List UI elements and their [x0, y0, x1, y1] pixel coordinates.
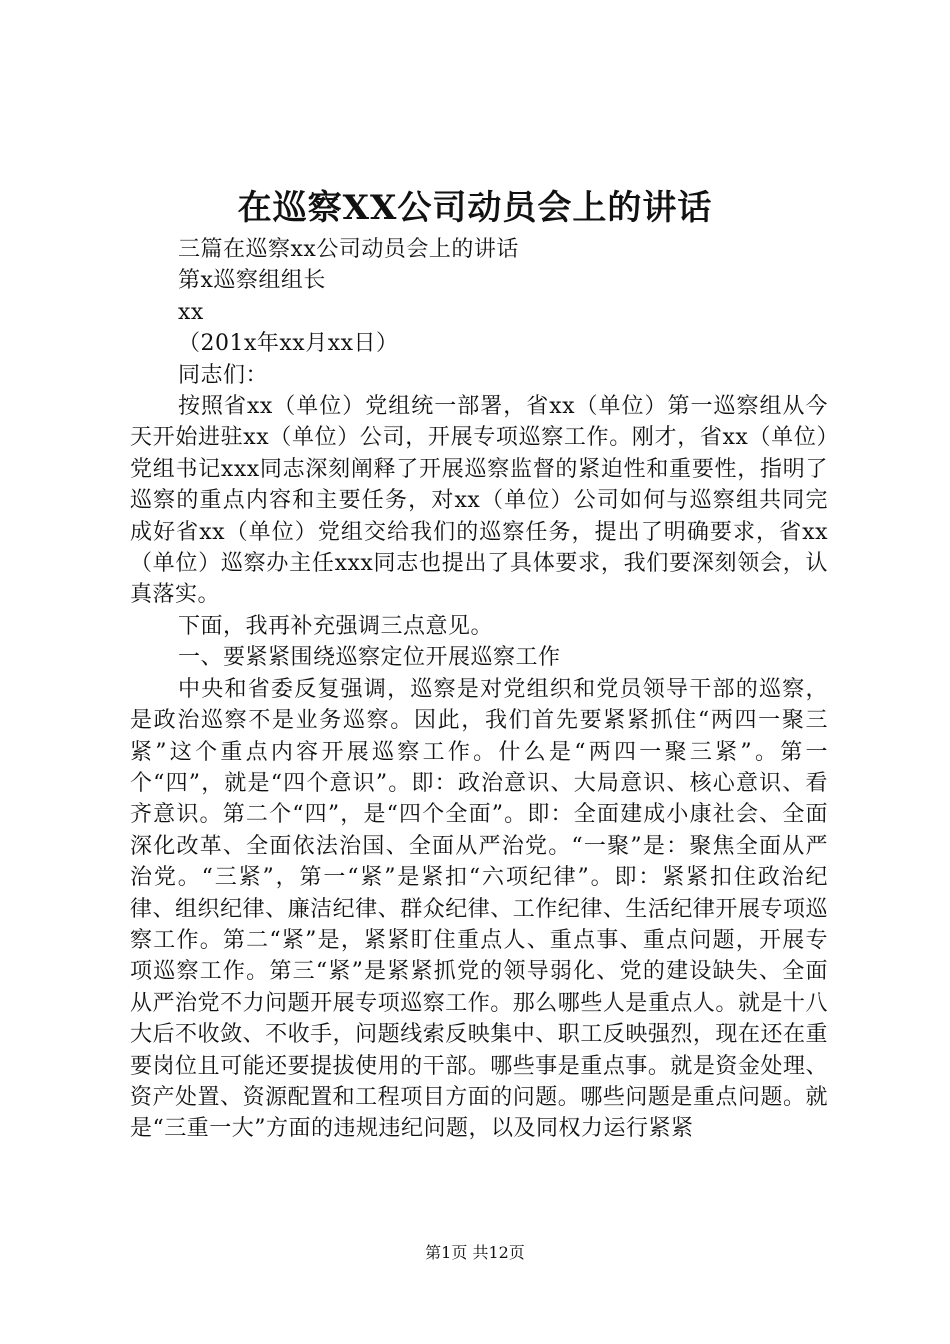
date-line: （201x年xx月xx日） [178, 331, 399, 357]
subtitle-line: 三篇在巡察xx公司动员会上的讲话 [178, 237, 519, 262]
document-title: 在巡察XX公司动员会上的讲话 [237, 188, 713, 228]
paragraph-transition: 下面，我再补充强调三点意见。 [178, 613, 494, 639]
paragraph-intro: 按照省xx（单位）党组统一部署，省xx（单位）第一巡察组从今天开始进驻xx（单位）公司，开展专项巡察工作。刚才，省xx（单位）党组书记xxx同志深刻阐释了开展巡察监督的紧迫性和重要性，指明了巡察的重点内容和主要任务，对xx（单位）公司如何与巡察组共同完成好省xx（单位）党组交给我们的巡察任务，提出了明确要求，省xx（单位）巡察办主任xxx同志也提出了具体要求，我们要深刻领会，认真落实。 [130, 394, 828, 608]
section-heading-1: 一、要紧紧围绕巡察定位开展巡察工作 [178, 645, 561, 671]
paragraph-section-1: 中央和省委反复强调，巡察是对党组织和党员领导干部的巡察，是政治巡察不是业务巡察。因此，我们首先要紧紧抓住“两四一聚三紧”这个重点内容开展巡察工作。什么是“两四一聚三紧”。第一个“四”，就是“四个意识”。即：政治意识、大局意识、核心意识、看齐意识。第二个“四”，是“四个全面”。即：全面建成小康社会、全面深化改革、全面依法治国、全面从严治党。“一聚”是：聚焦全面从严治党。“三紧”，第一“紧”是紧扣“六项纪律”。即：紧紧扣住政治纪律、组织纪律、廉洁纪律、群众纪律、工作纪律、生活纪律开展专项巡察工作。第二“紧”是，紧紧盯住重点人、重点事、重点问题，开展专项巡察工作。第三“紧”是紧紧抓党的领导弱化、党的建设缺失、全面从严治党不力问题开展专项巡察工作。那么哪些人是重点人。就是十八大后不收敛、不收手，问题线索反映集中、职工反映强烈，现在还在重要岗位且可能还要提拔使用的干部。哪些事是重点事。就是资金处理、资产处置、资源配置和工程项目方面的问题。哪些问题是重点问题。就是“三重一大”方面的违规违纪问题，以及同权力运行紧紧 [130, 676, 828, 1142]
document-body [130, 234, 828, 1145]
speaker-name-line: xx [178, 299, 204, 325]
speaker-role-line: 第x巡察组组长 [178, 268, 326, 294]
salutation-line: 同志们： [178, 362, 269, 388]
page-footer: 第1页 共12页 [425, 1243, 525, 1262]
